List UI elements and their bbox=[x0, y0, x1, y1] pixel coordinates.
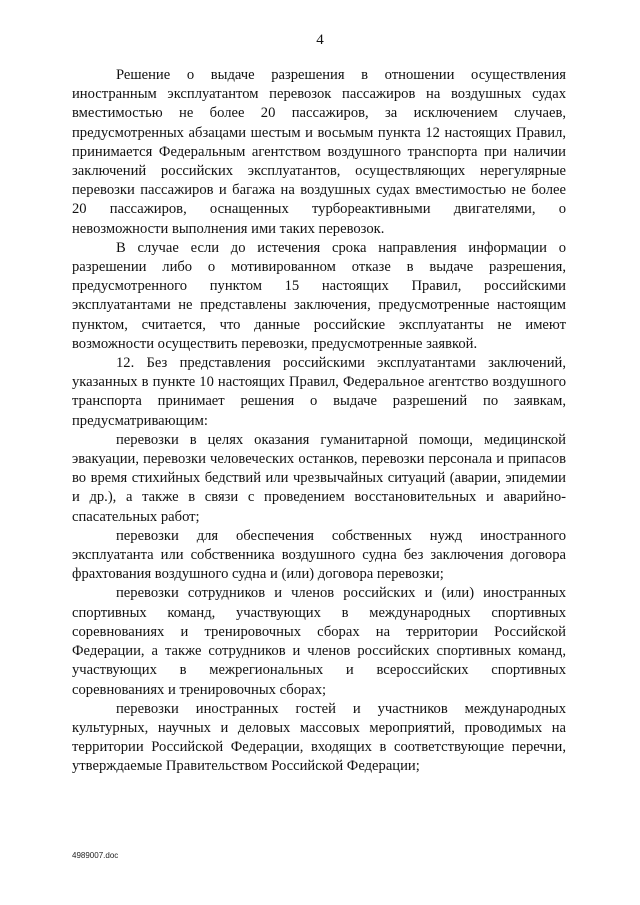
paragraph-no-conclusions: В случае если до истечения срока направления информации о разрешении либо о мотивированном отказе в выдаче разрешения, предусмотренного пунктом 15 настоящих Правил, российскими эксплуатантами не представлены заключения, предусмотренные настоящим пунктом, считается, что данные российские эксплуатанты не имеют возможности осуществить перевозки, предусмотренные заявкой. bbox=[72, 239, 566, 352]
list-item-own-needs: перевозки для обеспечения собственных нужд иностранного эксплуатанта или собственника воздушного судна без заключения договора фрахтования воздушного судна и (или) договора перевозки; bbox=[72, 527, 566, 583]
list-item-humanitarian: перевозки в целях оказания гуманитарной помощи, медицинской эвакуации, перевозки человеческих останков, перевозки персонала и припасов во время стихийных бедствий или чрезвычайных ситуаций (аварии, эпидемии и др.), а также в связи с проведением восстановительных и аварийно-спасательных работ; bbox=[72, 431, 566, 525]
document-body bbox=[72, 66, 566, 777]
paragraph-decision: Решение о выдаче разрешения в отношении осуществления иностранным эксплуатантом перевозок пассажиров на воздушных судах вместимостью не более 20 пассажиров, за исключением случаев, предусмотренных абзацами шестым и восьмым пункта 12 настоящих Правил, принимается Федеральным агентством воздушного транспорта при наличии заключений российских эксплуатантов, осуществляющих нерегулярные перевозки пассажиров и багажа на воздушных судах вместимостью не более 20 пассажиров, оснащенных турбореактивными двигателями, о невозможности выполнения ими таких перевозок. bbox=[72, 67, 566, 237]
list-item-sports-teams: перевозки сотрудников и членов российских и (или) иностранных спортивных команд, участвующих в международных спортивных соревнованиях и тренировочных сборах на территории Российской Федерации, а также сотрудников и членов российских спортивных команд, участвующих в межрегиональных и всероссийских спортивных соревнованиях и тренировочных сборах; bbox=[72, 585, 566, 698]
paragraph-item-12: 12. Без представления российскими эксплуатантами заключений, указанных в пункте 10 настоящих Правил, Федеральное агентство воздушного транспорта принимает решения о выдаче разрешений по заявкам, предусматривающим: bbox=[72, 355, 566, 429]
document-reference: 4989007.doc bbox=[72, 851, 119, 860]
page-number: 4 bbox=[316, 32, 324, 48]
list-item-foreign-guests: перевозки иностранных гостей и участников международных культурных, научных и деловых массовых мероприятий, проводимых на территории Российской Федерации, входящих в соответствующие перечни, утверждаемые Правительством Российской Федерации; bbox=[72, 700, 566, 775]
